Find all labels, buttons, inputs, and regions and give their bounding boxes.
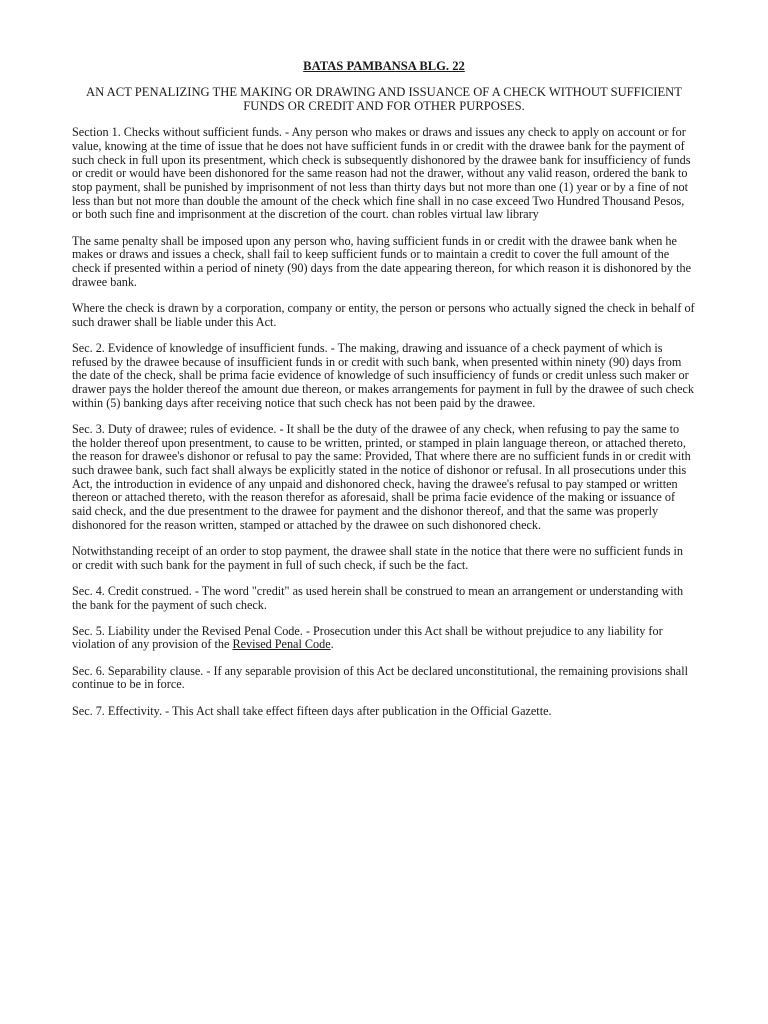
document-subtitle: AN ACT PENALIZING THE MAKING OR DRAWING AND ISSUANCE OF A CHECK WITHOUT SUFFICIENT FUNDS OR CREDIT AND FOR OTHER PURPOSES. — [86, 85, 682, 113]
section-1-paragraph: Section 1. Checks without sufficient funds. - Any person who makes or draws and issues any check to apply on account or for value, knowing at the time of issue that he does not have sufficient funds in or credit with the drawee bank for the payment of such check in full upon its presentment, which check is subsequently dishonored by the drawee bank for insufficiency of funds or credit or would have been dishonored for the same reason had not the drawer, without any valid reason, ordered the bank to stop payment, shall be punished by imprisonment of not less than thirty days but not more than one (1) year or by a fine of not less than but not more than double the amount of the check which fine shall in no case exceed Two Hundred Thousand Pesos, or both such fine and imprisonment at the discretion of the court. chan robles virtual law library — [72, 125, 691, 222]
section-3-paragraph: Sec. 3. Duty of drawee; rules of evidence. - It shall be the duty of the drawee of any check, when refusing to pay the same to the holder thereof upon presentment, to cause to be written, printed, or stamped in plain language thereon, or attached thereto, the reason for drawee's dishonor or refusal to pay the same: Provided, That where there are no sufficient funds in or credit with such drawee bank, such fact shall always be explicitly stated in the notice of dishonor or refusal. In all prosecutions under this Act, the introduction in evidence of any unpaid and dishonored check, having the drawee's refusal to pay stamped or written thereon or attached thereto, with the reason therefor as aforesaid, shall be prima facie evidence of the making or issuance of said check, and the due presentment to the drawee for payment and the dishonor thereof, and that the same was properly dishonored for the reason written, stamped or attached by the drawee on such dishonored check. — [72, 421, 691, 532]
section-6-paragraph: Sec. 6. Separability clause. - If any separable provision of this Act be declared unconstitutional, the remaining provisions shall continue to be in force. — [72, 663, 688, 692]
revised-penal-code-link[interactable]: Revised Penal Code — [232, 637, 331, 652]
document-page — [72, 58, 696, 731]
section-4-paragraph: Sec. 4. Credit construed. - The word "credit" as used herein shall be construed to mean an arrangement or understanding with the bank for the payment of such check. — [72, 583, 684, 612]
section-5-paragraph — [72, 625, 696, 652]
section-3-stop-payment-paragraph: Notwithstanding receipt of an order to stop payment, the drawee shall state in the notice that there were no sufficient funds in or credit with such bank for the payment in full of such check, if such be the fact. — [72, 543, 683, 572]
section-7-paragraph: Sec. 7. Effectivity. - This Act shall take effect fifteen days after publication in the Official Gazette. — [72, 703, 552, 718]
section-2-paragraph: Sec. 2. Evidence of knowledge of insufficient funds. - The making, drawing and issuance of a check payment of which is refused by the drawee because of insufficient funds in or credit with such bank, when presented within ninety (90) days from the date of the check, shall be prima facie evidence of knowledge of such insufficiency of funds or credit unless such maker or drawer pays the holder thereof the amount due thereon, or makes arrangements for payment in full by the drawee of such check within (5) banking days after receiving notice that such check has not been paid by the drawee. — [72, 340, 695, 410]
section-5-text: Sec. 5. Liability under the Revised Penal Code. - Prosecution under this Act shall be without prejudice to any liability for violation of any provision of the — [72, 623, 663, 652]
section-5-end: . — [330, 637, 334, 652]
section-1-penalty-paragraph: The same penalty shall be imposed upon any person who, having sufficient funds in or credit with the drawee bank when he makes or draws and issues a check, shall fail to keep sufficient funds or to maintain a credit to cover the full amount of the check if presented within a period of ninety (90) days from the date appearing thereon, for which reason it is dishonored by the drawee bank. — [72, 233, 691, 289]
document-title: BATAS PAMBANSA BLG. 22 — [303, 59, 465, 73]
section-1-corporation-paragraph: Where the check is drawn by a corporation, company or entity, the person or persons who actually signed the check in behalf of such drawer shall be liable under this Act. — [72, 300, 695, 329]
